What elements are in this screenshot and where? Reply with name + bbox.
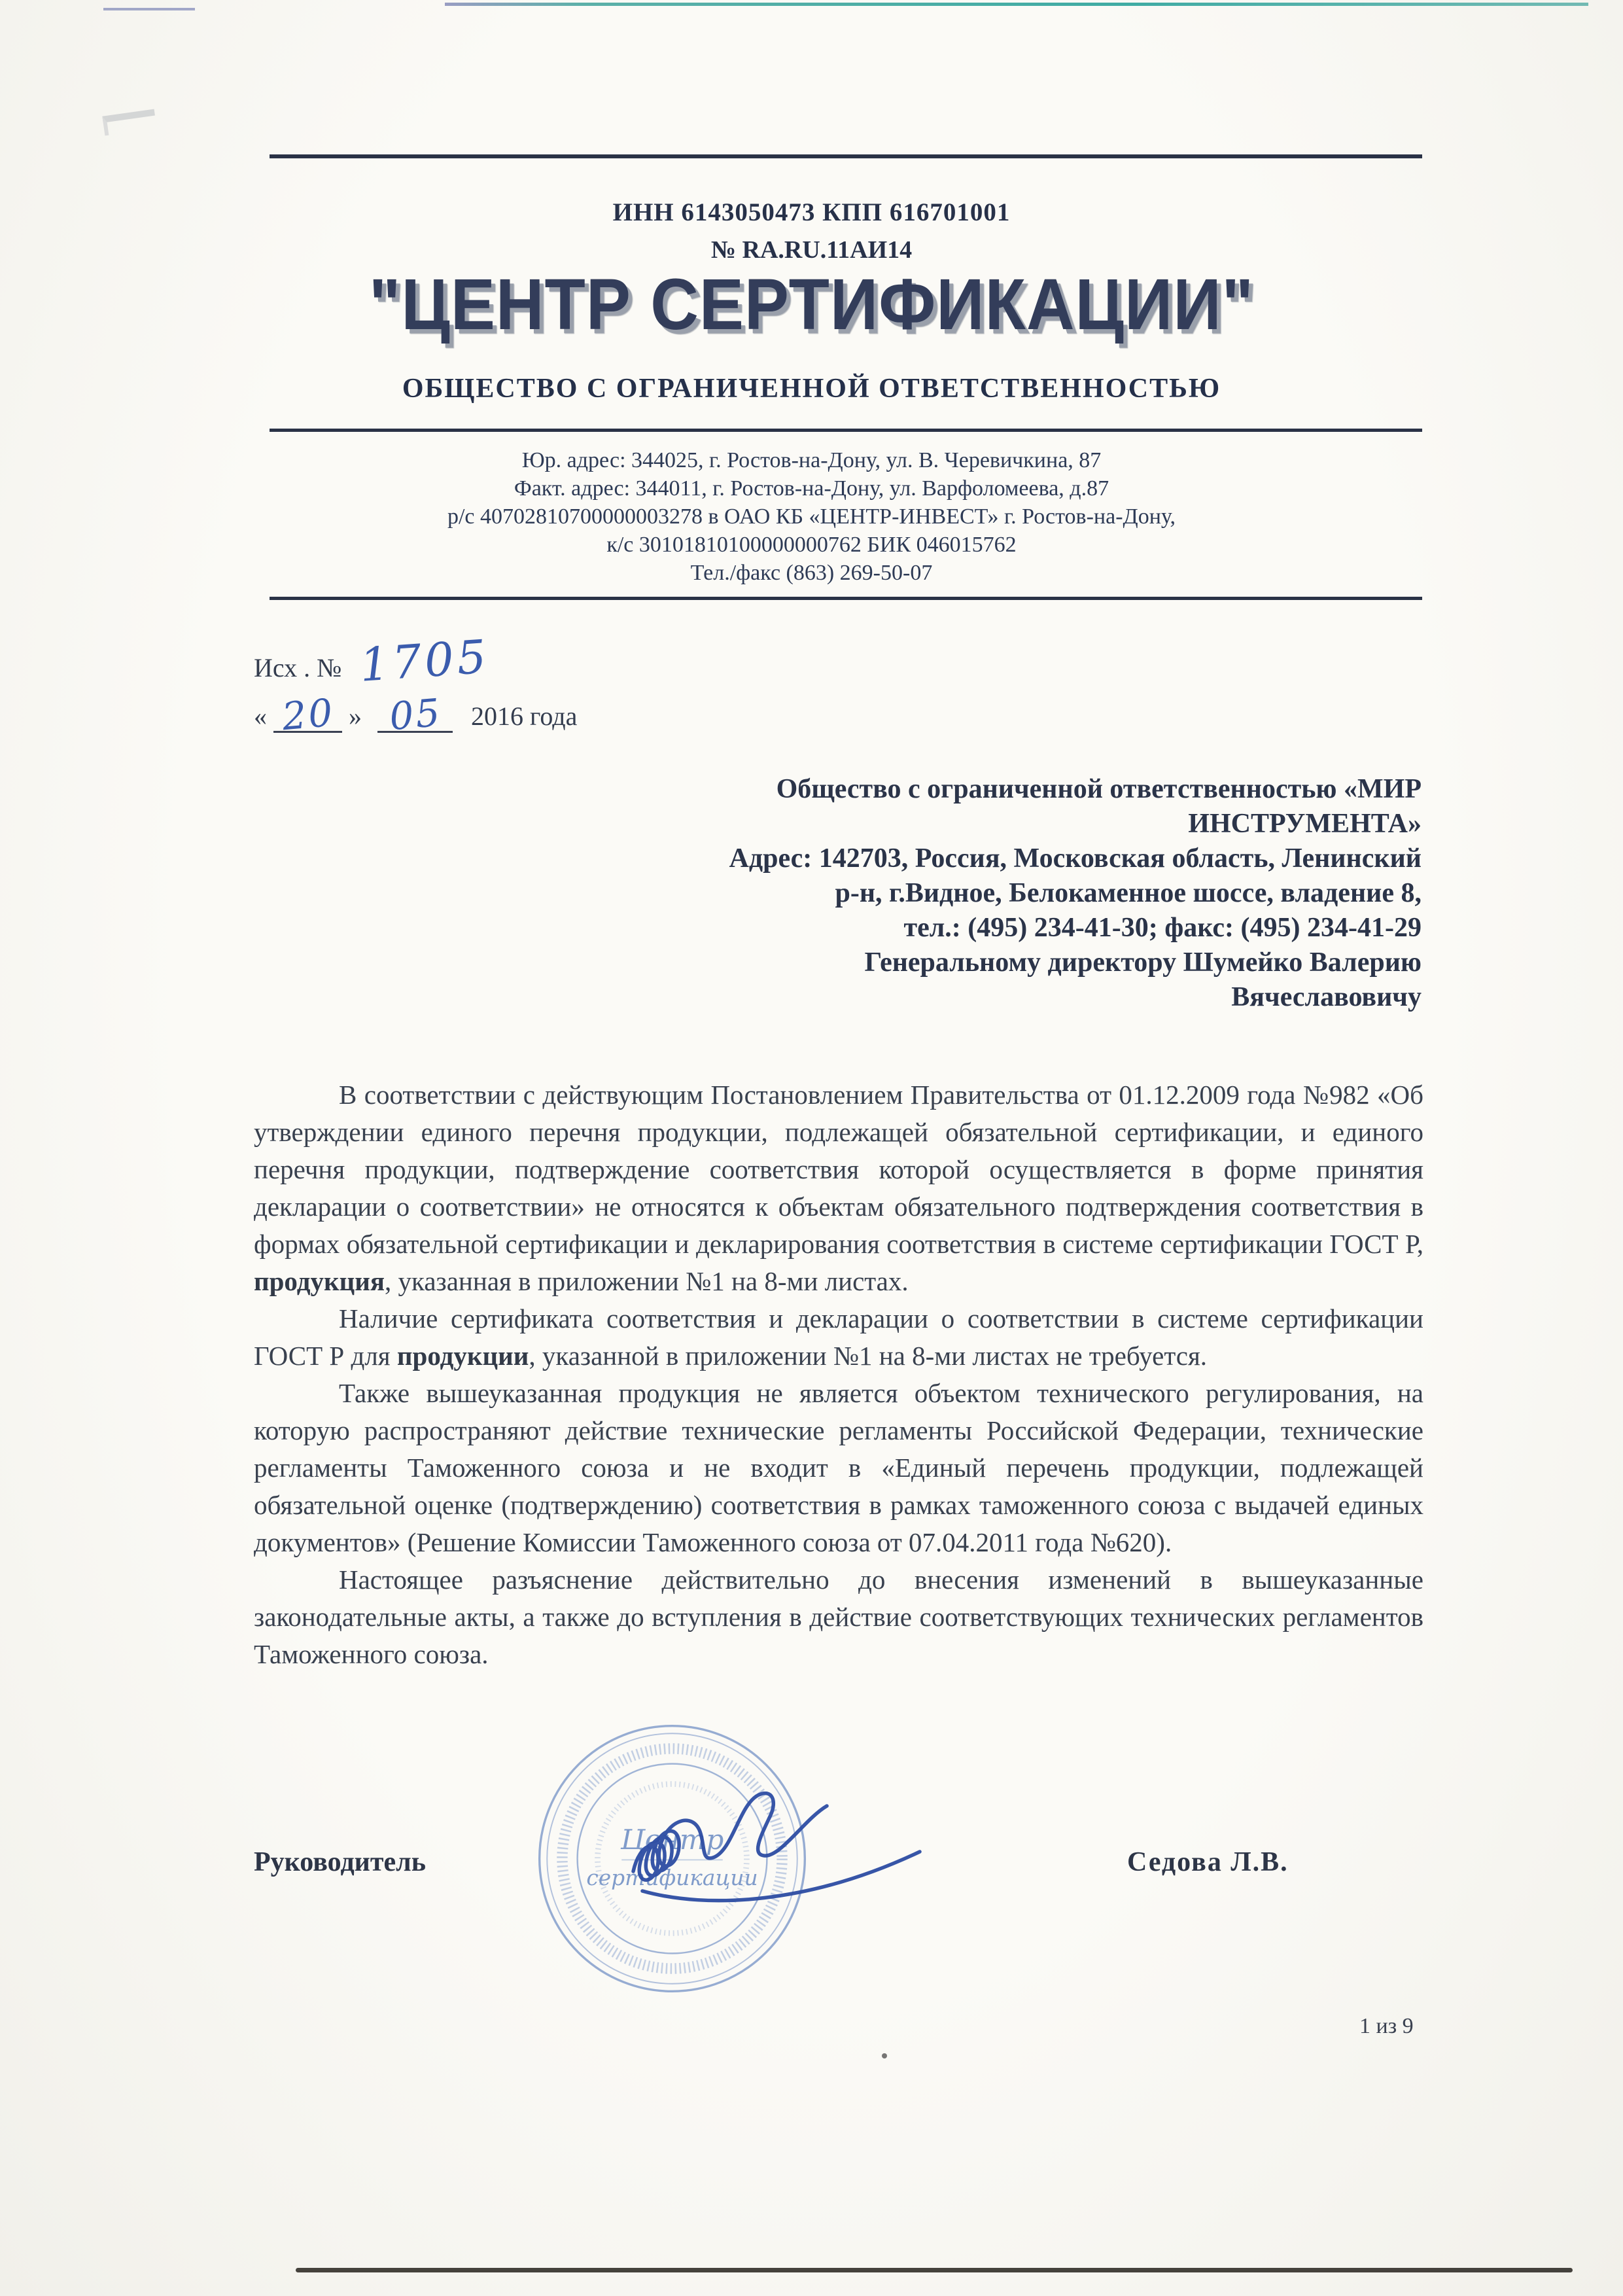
- company-legal-form: ОБЩЕСТВО С ОГРАНИЧЕННОЙ ОТВЕТСТВЕННОСТЬЮ: [402, 374, 1221, 404]
- corr-account-line: к/с 30101810100000000762 БИК 046015762: [606, 533, 1017, 557]
- page-number: 1 из 9: [1359, 2014, 1414, 2038]
- company-details-block: [0, 446, 1623, 587]
- paragraph-4: Настоящее разъяснение действительно до внесения изменений в вышеуказанные законодательные акты, а также до вступления в действие соответствующих технических регламентов Таможенного союза.: [254, 1564, 1423, 1669]
- legal-address-line: Юр. адрес: 344025, г. Ростов-на-Дону, ул. В. Черевичкина, 87: [521, 448, 1102, 472]
- date-day-blank: [273, 690, 342, 739]
- recipient-line: Общество с ограниченной ответственностью «МИР: [776, 774, 1422, 804]
- date-day-handwritten: 20: [280, 690, 336, 739]
- handwritten-signature: [621, 1792, 942, 1929]
- attestation-number-line: № RA.RU.11АИ14: [710, 236, 913, 264]
- phone-fax-line: Тел./факс (863) 269-50-07: [690, 561, 933, 585]
- bank-account-line: р/с 40702810700000003278 в ОАО КБ «ЦЕНТР-ИНВЕСТ» г. Ростов-на-Дону,: [447, 504, 1176, 529]
- paragraph-2-text: Наличие сертификата соответствия и декларации о соответствии в системе сертификации ГОСТ Р для: [254, 1303, 1423, 1371]
- paragraph-2: [254, 1300, 1423, 1375]
- date-close-quote: »: [349, 701, 362, 731]
- date-year-text: 2016 года: [471, 701, 578, 731]
- paragraph-1-text: В соответствии с действующим Постановлением Правительства от 01.12.2009 года №982 «Об утверждении единого перечня продукции, подлежащей обязательной сертификации, и единого перечня продукции, подтверждение соответствия которой осуществляется в форме принятия декларации о соответствии» не относятся к объектам обязательного подтверждения соответствия в формах обязательной сертификации и декларирования соответствия в системе сертификации ГОСТ Р,: [254, 1080, 1423, 1259]
- paragraph-1-bold-word: продукция: [254, 1266, 385, 1296]
- recipient-line: ИНСТРУМЕНТА»: [1188, 809, 1422, 839]
- signoff-position-title: Руководитель: [254, 1847, 426, 1877]
- date-month-handwritten: 05: [387, 690, 444, 739]
- outgoing-number-handwritten: 1705: [358, 629, 492, 692]
- paragraph-1-tail: , указанная в приложении №1 на 8-ми листах.: [385, 1266, 909, 1296]
- stamp-center-line1: Центр: [620, 1824, 724, 1857]
- scan-artifact-top-line: [445, 3, 1588, 6]
- header-rule-middle: [270, 429, 1422, 432]
- scan-artifact-dot: [882, 2053, 887, 2058]
- scan-artifact-top-dash: [103, 8, 195, 10]
- scan-artifact-corner-mark: [102, 109, 156, 136]
- company-title: "ЦЕНТР СЕРТИФИКАЦИИ": [368, 264, 1255, 345]
- actual-address-line: Факт. адрес: 344011, г. Ростов-на-Дону, ул. Варфоломеева, д.87: [514, 476, 1109, 501]
- recipient-line: Адрес: 142703, Россия, Московская область, Ленинский: [729, 843, 1422, 874]
- paragraph-2-tail: , указанной в приложении №1 на 8-ми листах не требуется.: [529, 1341, 1208, 1371]
- date-month-blank: [377, 690, 453, 739]
- inn-kpp-line: ИНН 6143050473 КПП 616701001: [612, 198, 1011, 226]
- paragraph-3: Также вышеуказанная продукция не является объектом технического регулирования, на которую распространяют действие технические регламенты Российской Федерации, технические регламенты Таможенного союза и не входит в «Единый перечень продукции, подлежащей обязательной оценке (подтверждению) соответствия в рамках таможенного союза с выдачей единых документов» (Решение Комиссии Таможенного союза от 07.04.2011 года №620).: [254, 1378, 1423, 1557]
- outgoing-ref-block: [254, 629, 578, 739]
- recipient-line: Генеральному директору Шумейко Валерию: [864, 947, 1422, 978]
- recipient-line: Вячеславовичу: [1231, 982, 1422, 1012]
- signoff-person-name: Седова Л.В.: [1127, 1847, 1289, 1877]
- recipient-block: [506, 772, 1422, 1015]
- paragraph-2-bold-word: продукции: [396, 1341, 529, 1371]
- header-rule-top: [270, 154, 1422, 158]
- paragraph-1: [254, 1076, 1423, 1300]
- scan-artifact-bottom-edge: [296, 2268, 1573, 2272]
- stamp-center-line2: сертификации: [586, 1865, 758, 1891]
- letter-body: [254, 1076, 1423, 1673]
- recipient-line: р-н, г.Видное, Белокаменное шоссе, владение 8,: [835, 878, 1422, 908]
- date-open-quote: «: [254, 701, 267, 731]
- recipient-line: тел.: (495) 234-41-30; факс: (495) 234-41-29: [903, 913, 1422, 943]
- header-rule-bottom: [270, 597, 1422, 600]
- outgoing-number-label: Исх . №: [254, 653, 342, 682]
